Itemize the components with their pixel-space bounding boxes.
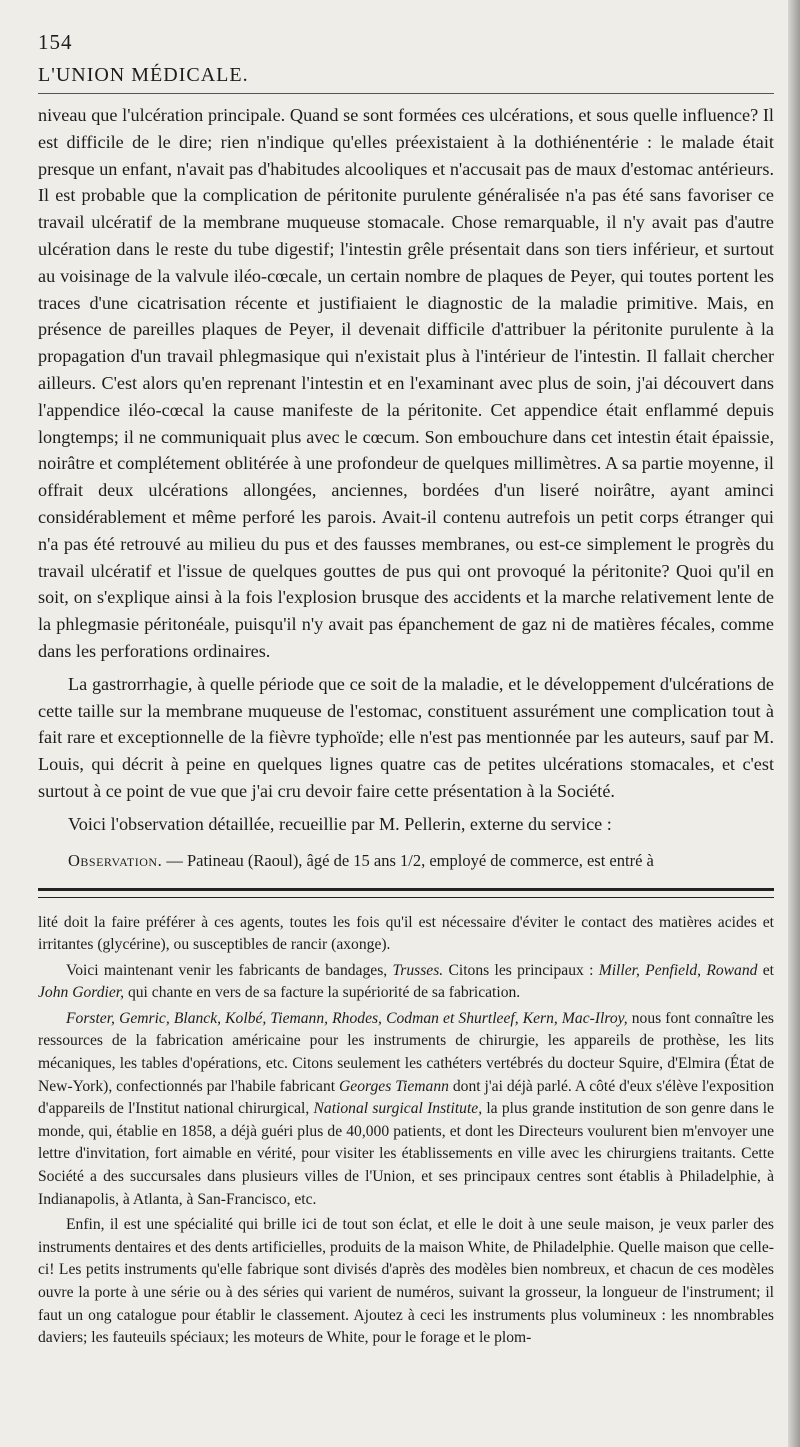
feuilleton-separator [38,888,774,898]
article-body [38,102,774,874]
feuilleton-paragraph-2: Voici maintenant venir les fabricants de bandages, Trusses. Citons les principaux : Miller, Penfield, Rowand et John Gordier, qui chante en vers de sa facture la supériorité de sa fabrication. [38,961,775,1002]
page-edge-shadow [788,0,800,1447]
article-paragraph-3: Voici l'observation détaillée, recueillie par M. Pellerin, externe du service : [68,813,612,834]
feuilleton-paragraph-1: lité doit la faire préférer à ces agents, toutes les fois qu'il est nécessaire d'éviter le contact des matières acides et irritantes (glycérine), ou susceptibles de rancir (axonge). [38,913,774,954]
header-rule [38,93,774,94]
article-paragraph-2: La gastrorrhagie, à quelle période que ce soit de la maladie, et le développement d'ulcérations de cette taille sur la membrane muqueuse de l'estomac, constituent assurément une complication tout à fait rare et exceptionnelle de la fièvre typhoïde; elle n'est pas mentionnée par les auteurs, sauf par M. Louis, qui décrit à peine en quelques lignes quatre cas de petites ulcérations stomacales, et c'est surtout à ce point de vue que j'ai cru devoir faire cette présentation à la Société. [38,673,774,801]
journal-title: L'UNION MÉDICALE. [38,64,249,86]
feuilleton-body [38,912,774,1350]
page-number: 154 [38,30,73,54]
article-paragraph-1: niveau que l'ulcération principale. Quand se sont formées ces ulcérations, et sous quelle influence? Il est difficile de le dire; rien n'indique qu'elles préexistaient à la dothiénentérie : le malade était presque un enfant, n'avait pas d'habitudes alcooliques et n'accusait pas de maux d'estomac antérieurs. Il est probable que la complication de péritonite purulente généralisée n'a pas été sans favoriser ce travail ulcératif de la membrane muqueuse stomacale. Chose remarquable, il n'y avait pas d'autre ulcération dans le reste du tube digestif; l'intestin grêle présentait dans son tiers inférieur, et surtout au voisinage de la valvule iléo-cœcale, un certain nombre de plaques de Peyer, qui toutes portent les traces d'une cicatrisation récente et justifiaient le diagnostic de la maladie primitive. Mais, en présence de pareilles plaques de Peyer, il devenait difficile d'attribuer la péritonite purulente à la propagation d'un travail phlegmasique qui n'existait plus à l'intérieur de l'intestin. Il fallait chercher ailleurs. C'est alors qu'en reprenant l'intestin et en l'examinant avec plus de soin, j'ai découvert dans l'appendice iléo-cœcal la cause manifeste de la péritonite. Cet appendice était enflammé depuis longtemps; il ne communiquait plus avec le cœcum. Son embouchure dans cet intestin était épaissie, noirâtre et complétement oblitérée à une profondeur de quelques millimètres. A sa partie moyenne, il offrait deux ulcérations allongées, anciennes, bordées d'un liseré noirâtre, ayant aminci considérablement et même perforé les parois. Avait-il contenu autrefois un petit corps étranger qui n'a pas été retrouvé au milieu du pus et des fausses membranes, ou est-ce simplement le progrès du travail ulcératif et l'issue de quelques gouttes de pus qui ont provoqué la péritonite? Quoi qu'il en soit, on s'explique ainsi à la fois l'explosion brusque des accidents et la marche relativement lente de la phlegmasie péritonéale, puisqu'il n'y avait pas épanchement de gaz ni de matières fécales, comme dans les perforations ordinaires. [38,105,774,661]
feuilleton-paragraph-4: Enfin, il est une spécialité qui brille ici de tout son éclat, et elle le doit à une seule maison, je veux parler des instruments dentaires et des dents artificielles, produits de la maison White, de Philadelphie. Quelle maison que celle-ci! Les petits instruments qu'elle fabrique sont divisés d'après des modèles bien nombreux, et chacun de ces modèles ouvre la porte à une série ou à des séries qui varient de numéros, suivant la grosseur, la longueur de l'instrument; il faut un ong catalogue pour établir le classement. Ajoutez à ceci les instruments plus volumineux : les nnombrables daviers; les fauteuils spéciaux; les moteurs de White, pour le forage et le plom- [38,1216,774,1347]
observation-text: — Patineau (Raoul), âgé de 15 ans 1/2, employé de commerce, est entré à [162,850,654,870]
observation-label: Observation. [68,850,163,870]
feuilleton-paragraph-3: Forster, Gemric, Blanck, Kolbé, Tiemann, Rhodes, Codman et Shurtleef, Kern, Mac-Ilroy, nous font connaître les ressources de la fabrication américaine pour les instruments de chirurgie, les appareils de prothèse, les lits mécaniques, les tables d'opérations, etc. Citons seulement les cathéters vertébrés du docteur Squire, d'Elmira (État de New-York), confectionnés par l'habile fabricant Georges Tiemann dont j'ai déjà parlé. A côté d'eux s'élève l'exposition d'appareils de l'Institut national chirurgical, National surgical Institute, la plus grande institution de son genre dans le monde, qui, établie en 1858, a déjà guéri plus de 40,000 patients, et dont les Directeurs voulurent bien m'envoyer une lettre d'invitation, fort aimable en vérité, pour visiter les établissements en ville avec les chirurgiens traitants. Cette Société a des succursales dans plusieurs villes de l'Union, et ses principaux centres sont établis à Philadelphie, à Indianapolis, à Atlanta, à San-Francisco, etc. [38,1009,774,1208]
observation-paragraph [38,848,774,874]
running-header [38,0,774,64]
